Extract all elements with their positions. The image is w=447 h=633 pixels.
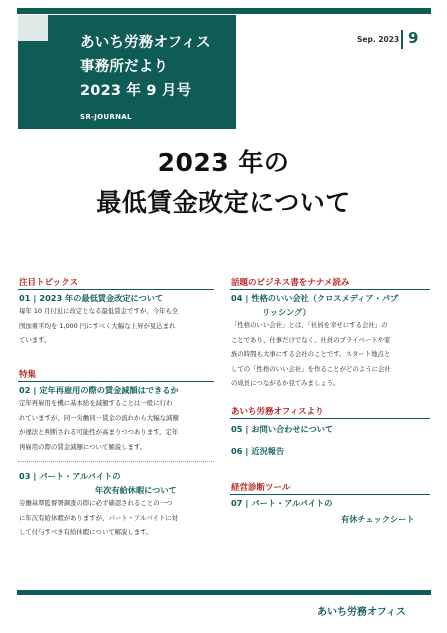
summary-line: 定年再雇用を機に基本給を減額することは一般に行わ (19, 399, 173, 407)
issue-date: Sep. 2023 (357, 35, 400, 44)
summary-line: れていますが、同一労働同一賃金の流れから大幅な減額 (19, 413, 179, 422)
summary-line: ことであり、仕事だけでなく、社員のプライベートや家 (231, 335, 391, 344)
masthead-block (18, 15, 236, 129)
masthead-corner (18, 15, 48, 41)
toc-item-title: 近況報告 (251, 446, 285, 456)
summary-line: 労働基準監督署調査の際に必ず確認されることの一つ (19, 499, 173, 507)
dotted-divider (18, 461, 214, 462)
toc-item-04[interactable]: 04 | 性格のいい会社（クロスメディア・パブ (231, 293, 399, 303)
summary-line: しての「性格のいい会社」を作ることがどのように会社 (231, 364, 391, 373)
toc-item-02[interactable]: 02 | 定年再雇用の際の賃金減額はできるか (19, 385, 179, 395)
toc-item-number: 04 (231, 293, 243, 303)
toc-item-07[interactable]: 07 | パート・アルバイトの (231, 498, 333, 508)
summary-line: して付与すべき有給休暇について解説します。 (19, 528, 153, 537)
toc-item-01-summary (19, 304, 178, 348)
toc-item-06[interactable]: 06 | 近況報告 (231, 446, 285, 456)
main-title-line-2: 最低賃金改定について (96, 188, 351, 217)
toc-item-03[interactable]: 03 | パート・アルバイトの (19, 471, 121, 481)
section-rule (230, 418, 430, 419)
masthead-title-line-2: 事務所だより (80, 59, 169, 75)
summary-line: 再雇用の際の賃金減額について解説します。 (19, 442, 147, 451)
toc-item-03-title-cont: 年次有給休暇について (95, 485, 177, 495)
summary-line: ています。 (19, 336, 51, 345)
toc-item-04-title-cont: リッシング） (262, 307, 311, 317)
masthead-title-line-3: 2023 年 9 月号 (80, 83, 192, 99)
issue-separator (401, 30, 403, 49)
toc-item-title: 定年再雇用の際の賃金減額はできるか (39, 385, 179, 395)
summary-line: が違法と判断される可能性が高まりつつあります。定年 (19, 428, 179, 437)
issue-number: 9 (408, 29, 419, 47)
masthead-title-line-1: あいち労務オフィス (80, 35, 211, 51)
toc-item-number: 01 (19, 293, 31, 303)
toc-item-02-summary (19, 396, 179, 454)
toc-item-title: パート・アルバイトの (39, 471, 121, 481)
toc-item-number: 05 (231, 424, 243, 434)
toc-item-01[interactable]: 01 | 2023 年の最低賃金改定について (19, 293, 164, 303)
toc-item-title: 性格のいい会社（クロスメディア・パブ (251, 293, 399, 303)
toc-item-title: お問い合わせについて (251, 424, 334, 434)
section-heading-book-review: 話題のビジネス書をナナメ読み (231, 278, 350, 288)
toc-item-title: 2023 年の最低賃金改定について (39, 293, 164, 303)
section-heading-feature: 特集 (19, 370, 37, 380)
toc-item-number: 03 (19, 471, 31, 481)
toc-item-number: 02 (19, 385, 31, 395)
section-heading-topics: 注目トピックス (19, 278, 79, 288)
top-rule (17, 8, 431, 14)
footer-office-name: あいち労務オフィス (317, 607, 406, 618)
toc-item-07-title-cont: 有休チェックシート (341, 514, 415, 524)
toc-item-05[interactable]: 05 | お問い合わせについて (231, 424, 334, 434)
section-heading-office-news: あいち労務オフィスより (231, 407, 324, 417)
section-heading-diagnostic-tool: 経営診断ツール (231, 483, 291, 493)
summary-line: の成長につながるか見てみましょう。 (231, 379, 340, 388)
section-rule (18, 289, 214, 290)
section-rule (230, 289, 430, 290)
summary-line: 国加重平均を 1,000 円にすべく大幅な上昇が見込まれ (19, 321, 176, 330)
journal-label: SR-JOURNAL (80, 113, 132, 121)
summary-line: に年次有給休暇がありますが、パート・アルバイトに対 (19, 513, 179, 522)
toc-item-number: 06 (231, 446, 243, 456)
section-rule (18, 381, 214, 382)
section-rule (230, 494, 430, 495)
bottom-rule (17, 590, 431, 595)
main-title-line-1: 2023 年の (157, 148, 290, 177)
toc-item-number: 07 (231, 498, 243, 508)
summary-line: 族の時間も大事にする会社のことです。スタート地点と (231, 350, 391, 359)
summary-line: 毎年 10 月付近に改定となる最低賃金ですが、今年も全 (19, 307, 179, 315)
toc-item-03-summary (19, 496, 178, 540)
toc-item-04-summary (231, 318, 391, 391)
summary-line: 「性格のいい会社」とは、「社員を幸せにする会社」の (231, 321, 388, 329)
toc-item-title: パート・アルバイトの (251, 498, 333, 508)
